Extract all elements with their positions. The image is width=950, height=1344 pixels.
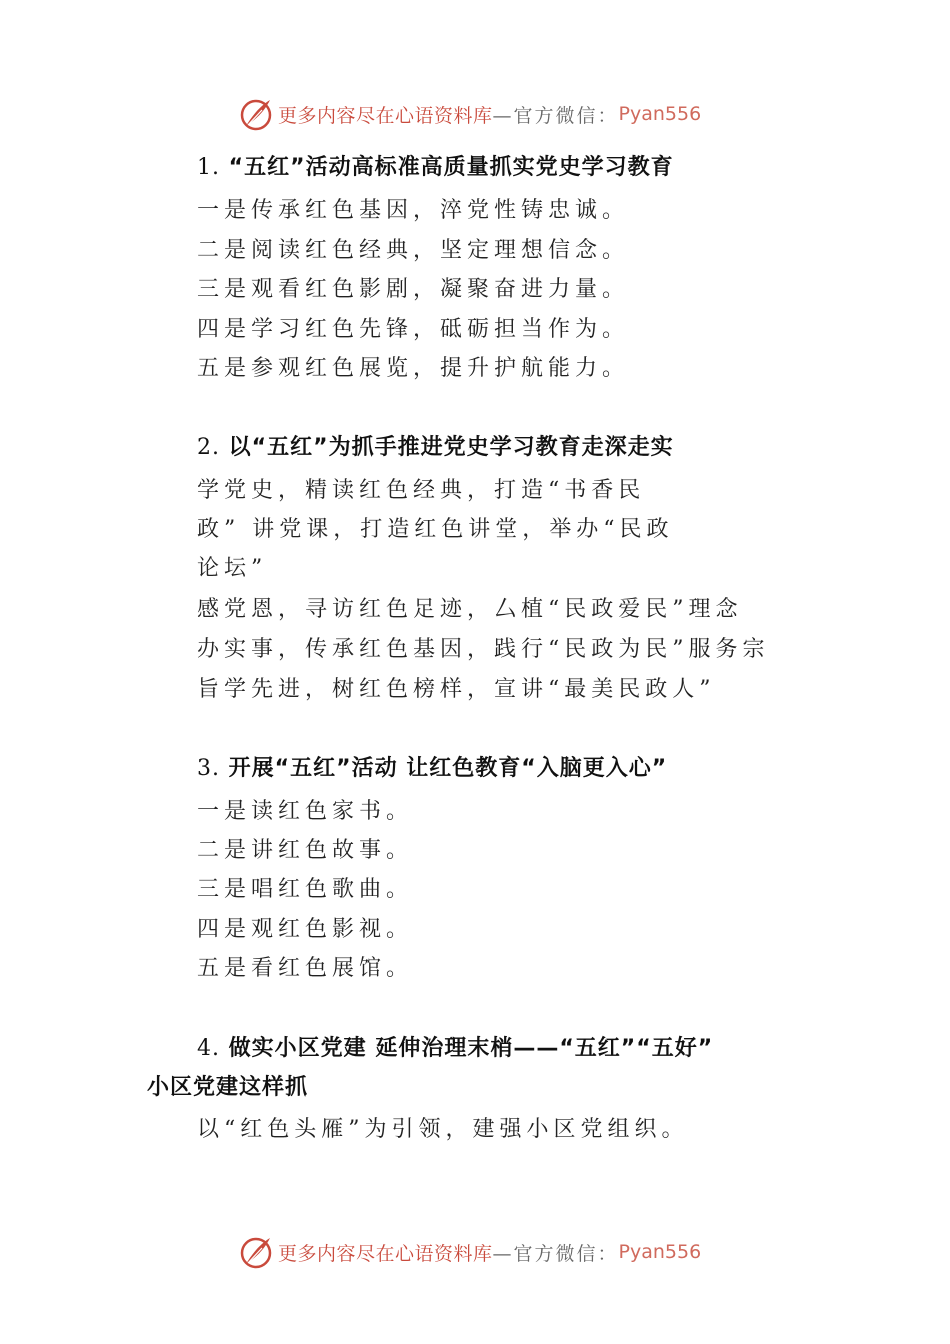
section-number: 2. [197,435,220,460]
body-line: 四是学习红色先锋，砥砺担当作为。 [197,317,630,342]
body-line: 学党史，精读红色经典，打造“书香民 [197,478,646,503]
banner-brand: 更多内容尽在心语资料库 [278,1242,493,1265]
section-title: “五红”活动高标准高质量抓实党史学习教育 [228,155,674,180]
section-number: 4. [197,1036,220,1061]
banner-wechat-id: Pyan556 [618,103,702,125]
section-4-heading-continued: 小区党建这样抓 [147,1075,309,1100]
section-number: 3. [197,756,220,781]
body-line: 五是看红色展馆。 [197,956,414,981]
section-title: 开展“五红”活动 让红色教育“入脑更入心” [228,756,668,781]
body-line: 论坛” [197,556,268,581]
section-title: 以“五红”为抓手推进党史学习教育走深走实 [228,435,674,460]
body-line: 旨学先进，树红色榜样，宣讲“最美民政人” [197,677,716,702]
body-line: 一是读红色家书。 [197,799,414,824]
quill-logo-icon [238,1234,274,1270]
body-line: 三是观看红色影剧，凝聚奋进力量。 [197,277,630,302]
section-1-heading [197,152,674,184]
banner-separator: —官方微信： [492,104,619,127]
banner-separator: —官方微信： [492,1242,619,1265]
section-3-heading [197,753,667,785]
banner-wechat-id: Pyan556 [618,1241,702,1263]
quill-logo-icon [238,96,274,132]
body-line: 政” 讲党课，打造红色讲堂，举办“民政 [197,517,674,542]
section-4-heading [197,1033,713,1065]
body-line: 二是阅读红色经典，坚定理想信念。 [197,238,630,263]
section-2-heading [197,432,674,464]
body-line: 感党恩，寻访红色足迹，厶植“民政爱民”理念 [197,597,743,622]
body-line: 一是传承红色基因，淬党性铸忠诚。 [197,198,630,223]
body-line: 五是参观红色展览，提升护航能力。 [197,356,630,381]
header-banner [238,96,701,132]
section-title: 做实小区党建 延伸治理末梢——“五红”“五好” [228,1036,714,1061]
body-line: 二是讲红色故事。 [197,838,414,863]
body-line: 以“红色头雁”为引领，建强小区党组织。 [197,1117,689,1142]
footer-banner [238,1234,701,1270]
body-line: 办实事，传承红色基因，践行“民政为民”服务宗 [197,637,770,662]
section-number: 1. [197,155,220,180]
body-line: 三是唱红色歌曲。 [197,877,414,902]
banner-brand: 更多内容尽在心语资料库 [278,104,493,127]
body-line: 四是观红色影视。 [197,917,414,942]
